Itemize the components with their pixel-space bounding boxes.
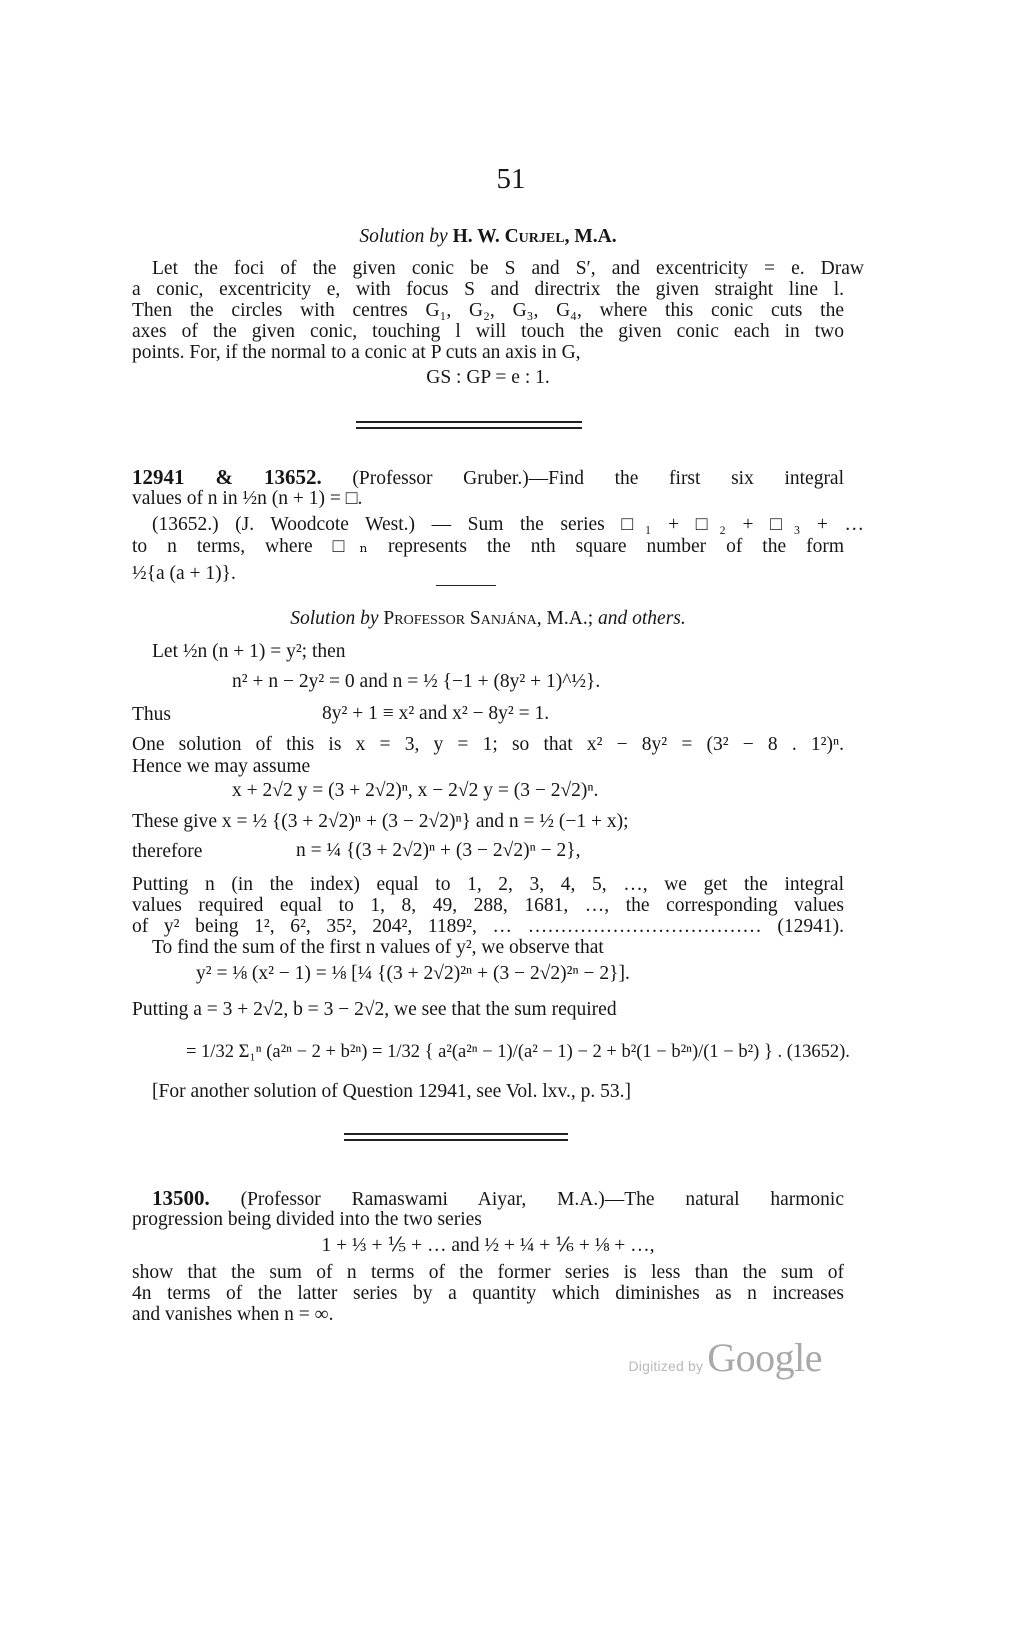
section-divider [344, 1139, 568, 1141]
paragraph-line: axes of the given conic, touching l will touch the given conic each in two [132, 321, 844, 342]
paragraph-line: Putting n (in the index) equal to 1, 2, 3, 4, 5, …, we get the integral [132, 874, 844, 895]
question-number: 12941 & 13652. [132, 465, 322, 489]
paragraph-line: progression being divided into the two series [132, 1209, 482, 1230]
reference-note: [For another solution of Question 12941, see Vol. lxv., p. 53.] [152, 1081, 631, 1102]
byline-author: Professor Sanjána, M.A.; [383, 608, 594, 629]
byline-suffix: and others. [598, 608, 686, 629]
equation-sum: = 1/32 Σ₁ⁿ (a²ⁿ − 2 + b²ⁿ) = 1/32 { a²(a²ⁿ − 1)/(a² − 1) − 2 + b²(1 − b²ⁿ)/(1 − b²) } . (13652). [186, 1042, 850, 1062]
paragraph-line: 4n terms of the latter series by a quantity which diminishes as n increases [132, 1283, 844, 1304]
label-thus: Thus [132, 704, 171, 725]
byline-prefix: Solution by [290, 608, 379, 629]
paragraph-line: values of n in ½n (n + 1) = □. [132, 488, 363, 509]
paragraph-line: ½{a (a + 1)}. [132, 563, 236, 584]
equation: n = ¼ {(3 + 2√2)ⁿ + (3 − 2√2)ⁿ − 2}, [296, 840, 581, 861]
question-text: (Professor Ramaswami Aiyar, M.A.)—The natural harmonic [240, 1189, 844, 1210]
paragraph-line: a conic, excentricity e, with focus S and directrix the given straight line l. [132, 279, 844, 300]
paragraph-line: Putting a = 3 + 2√2, b = 3 − 2√2, we see that the sum required [132, 999, 617, 1020]
byline-author: H. W. Curjel, M.A. [452, 226, 617, 247]
paragraph-line: (13652.) (J. Woodcote West.) — Sum the series □₁ + □₂ + □₃ + … [152, 514, 864, 535]
paragraph-line: Then the circles with centres G₁, G₂, G₃, G₄, where this conic cuts the [132, 300, 844, 321]
section-divider [344, 1133, 568, 1135]
formula-series: 1 + ⅓ + ⅕ + … and ½ + ¼ + ⅙ + ⅛ + …, [321, 1235, 655, 1256]
paragraph-line: to n terms, where □ₙ represents the nth square number of the form [132, 536, 844, 557]
paragraph-line: Let ½n (n + 1) = y²; then [152, 641, 346, 662]
paragraph-line: points. For, if the normal to a conic at P cuts an axis in G, [132, 342, 581, 363]
paragraph-line: values required equal to 1, 8, 49, 288, 1681, …, the corresponding values [132, 895, 844, 916]
question-heading [132, 466, 844, 490]
solution-byline-1 [132, 226, 844, 248]
short-divider [436, 585, 496, 586]
equation: x + 2√2 y = (3 + 2√2)ⁿ, x − 2√2 y = (3 − 2√2)ⁿ. [232, 780, 599, 801]
question-number: 13500. [152, 1186, 210, 1210]
paragraph-line: and vanishes when n = ∞. [132, 1304, 334, 1325]
solution-byline-2 [132, 608, 844, 630]
paragraph-line: Let the foci of the given conic be S and S′, and excentricity = e. Draw [152, 258, 864, 279]
digitized-watermark [628, 1334, 822, 1381]
watermark-prefix: Digitized by [628, 1358, 704, 1374]
label-therefore: therefore [132, 841, 203, 862]
paragraph-line: of y² being 1², 6², 35², 204², 1189², … ……………………………… (12941). [132, 916, 844, 937]
paragraph-line: Hence we may assume [132, 756, 311, 777]
question-text: (Professor Gruber.)—Find the first six integral [352, 468, 845, 489]
google-logo: Google [707, 1335, 822, 1380]
paragraph-line: One solution of this is x = 3, y = 1; so that x² − 8y² = (3² − 8 . 1²)ⁿ. [132, 734, 844, 755]
page-number: 51 [496, 163, 526, 195]
equation: n² + n − 2y² = 0 and n = ½ {−1 + (8y² + 1)^½}. [232, 671, 601, 692]
formula-ratio: GS : GP = e : 1. [426, 367, 550, 388]
equation: 8y² + 1 ≡ x² and x² − 8y² = 1. [322, 703, 550, 724]
paragraph-line: show that the sum of n terms of the former series is less than the sum of [132, 1262, 844, 1283]
equation: y² = ⅛ (x² − 1) = ⅛ [¼ {(3 + 2√2)²ⁿ + (3 − 2√2)²ⁿ − 2}]. [196, 963, 630, 984]
section-divider [356, 427, 582, 429]
section-divider [356, 421, 582, 423]
paragraph-line: To find the sum of the first n values of y², we observe that [152, 937, 604, 958]
byline-prefix: Solution by [359, 226, 448, 247]
paragraph-line: These give x = ½ {(3 + 2√2)ⁿ + (3 − 2√2)ⁿ} and n = ½ (−1 + x); [132, 811, 629, 832]
question-heading [132, 1187, 844, 1211]
